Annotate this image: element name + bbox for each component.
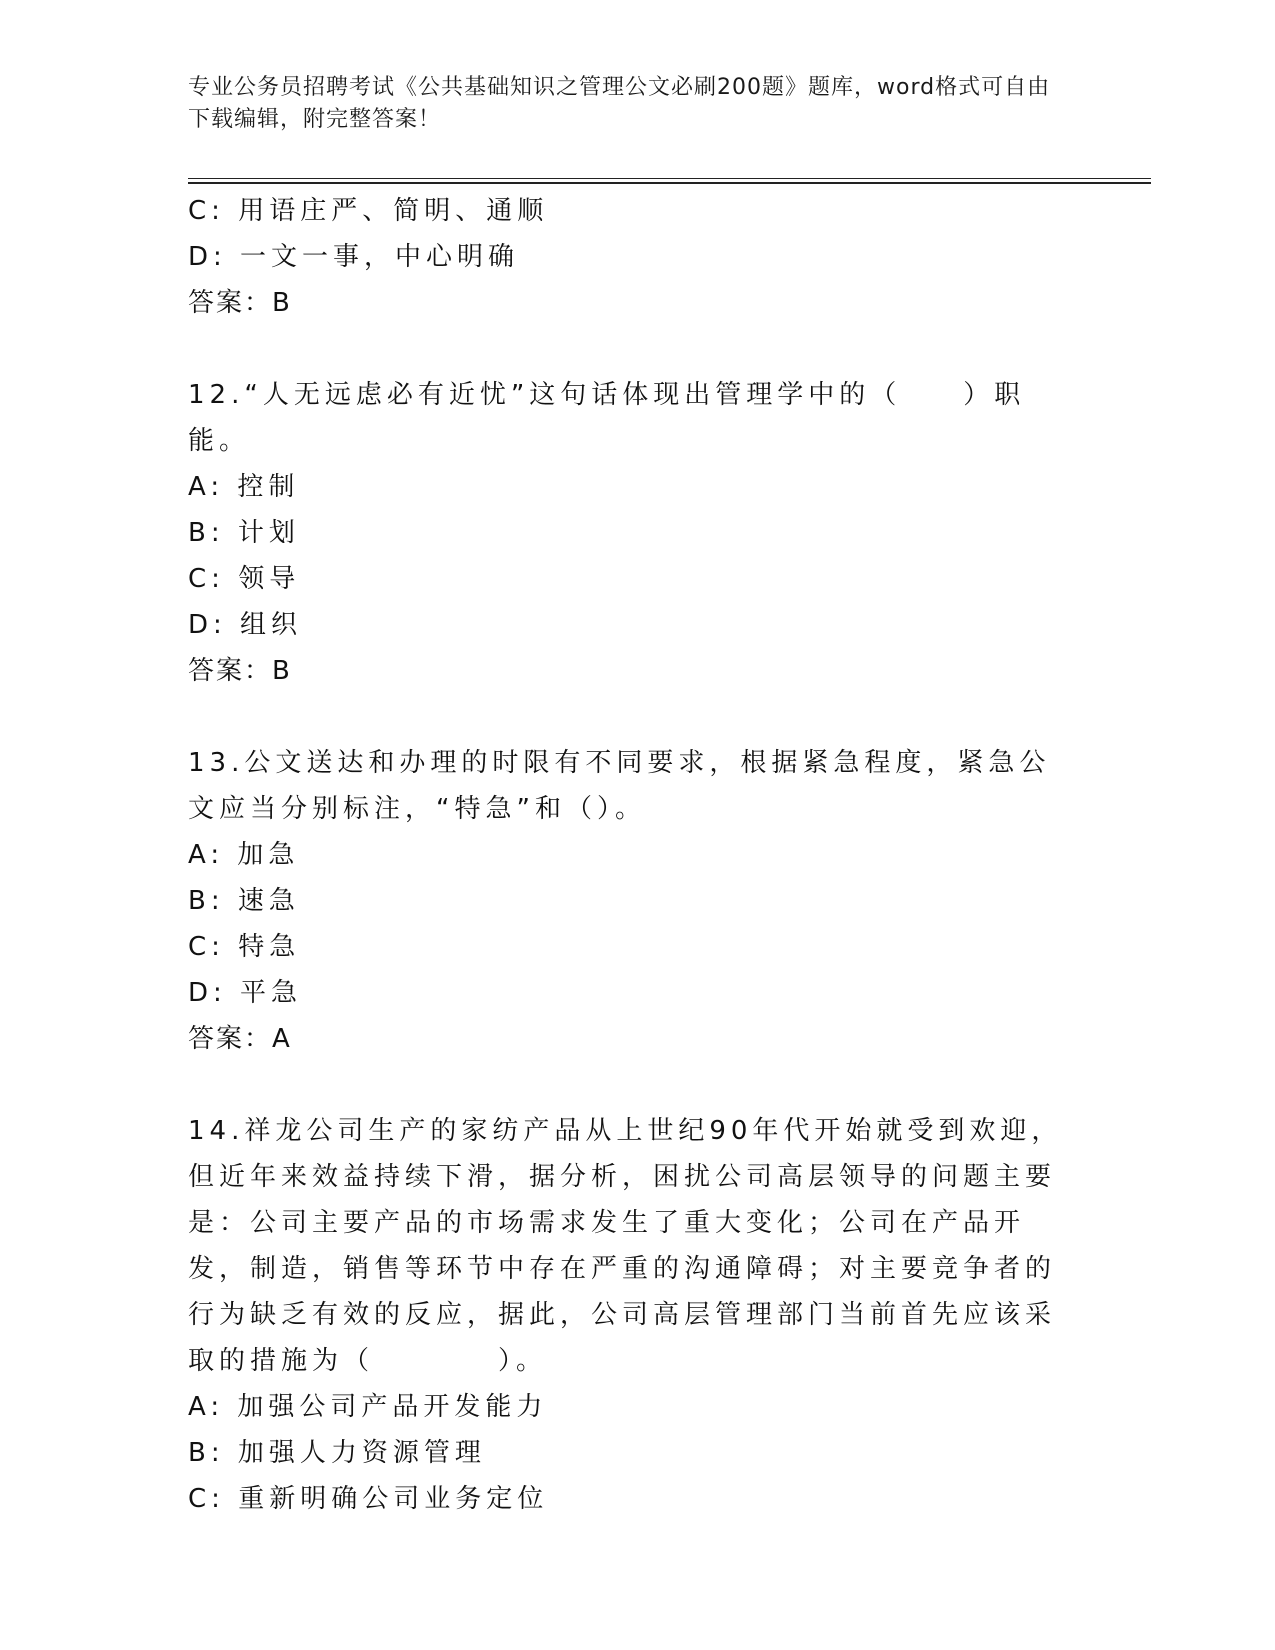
option-label: D: [188, 978, 227, 1008]
option-text: 速急 [237, 886, 300, 916]
option-text: 用语庄严、简明、通顺 [238, 196, 549, 226]
option-text: 加强公司产品开发能力 [237, 1392, 548, 1422]
option-d [188, 602, 1068, 648]
option-text: 控制 [237, 472, 300, 502]
option-text: 重新明确公司业务定位 [238, 1484, 549, 1514]
option-a [188, 832, 1068, 878]
question-14 [188, 1108, 1068, 1522]
option-c [188, 556, 1068, 602]
option-label: B: [188, 1438, 225, 1468]
option-label: A: [188, 1392, 225, 1422]
option-text: 加强人力资源管理 [237, 1438, 486, 1468]
option-c [188, 188, 1068, 234]
option-label: D: [188, 242, 227, 272]
option-label: D: [188, 610, 227, 640]
option-label: C: [188, 196, 225, 226]
option-label: C: [188, 564, 225, 594]
option-text: 组织 [240, 610, 303, 640]
option-b [188, 878, 1068, 924]
option-c [188, 1476, 1068, 1522]
option-text: 领导 [238, 564, 301, 594]
question-stem: 14.祥龙公司生产的家纺产品从上世纪90年代开始就受到欢迎，但近年来效益持续下滑，据分析，困扰公司高层领导的问题主要是：公司主要产品的市场需求发生了重大变化；公司在产品开发，制造，销售等环节中存在严重的沟通障碍；对主要竞争者的行为缺乏有效的反应，据此，公司高层管理部门当前首先应该采取的措施为（ ）。 [188, 1116, 1063, 1376]
option-text: 平急 [240, 978, 303, 1008]
option-label: C: [188, 932, 225, 962]
question-continued [188, 188, 1068, 326]
option-b [188, 1430, 1068, 1476]
option-d [188, 970, 1068, 1016]
header-divider [188, 178, 1151, 184]
option-text: 一文一事，中心明确 [240, 242, 520, 272]
option-b [188, 510, 1068, 556]
option-label: A: [188, 472, 225, 502]
option-a [188, 464, 1068, 510]
question-stem: 12.“人无远虑必有近忧”这句话体现出管理学中的（ ）职能。 [188, 380, 1026, 456]
option-text: 特急 [238, 932, 301, 962]
question-12 [188, 372, 1068, 694]
option-c [188, 924, 1068, 970]
answer-line: 答案：B [188, 288, 292, 318]
answer-line: 答案：A [188, 1024, 292, 1054]
option-label: A: [188, 840, 225, 870]
question-stem: 13.公文送达和办理的时限有不同要求，根据紧急程度，紧急公文应当分别标注，“特急”和（）。 [188, 748, 1051, 824]
option-d [188, 234, 1068, 280]
option-label: B: [188, 886, 225, 916]
document-header: 专业公务员招聘考试《公共基础知识之管理公文必刷200题》题库，word格式可自由下载编辑，附完整答案！ [188, 75, 1051, 132]
question-13 [188, 740, 1068, 1062]
question-list [188, 188, 1068, 1522]
option-text: 加急 [237, 840, 300, 870]
answer-line: 答案：B [188, 656, 292, 686]
option-label: C: [188, 1484, 225, 1514]
option-text: 计划 [237, 518, 300, 548]
option-label: B: [188, 518, 225, 548]
option-a [188, 1384, 1068, 1430]
